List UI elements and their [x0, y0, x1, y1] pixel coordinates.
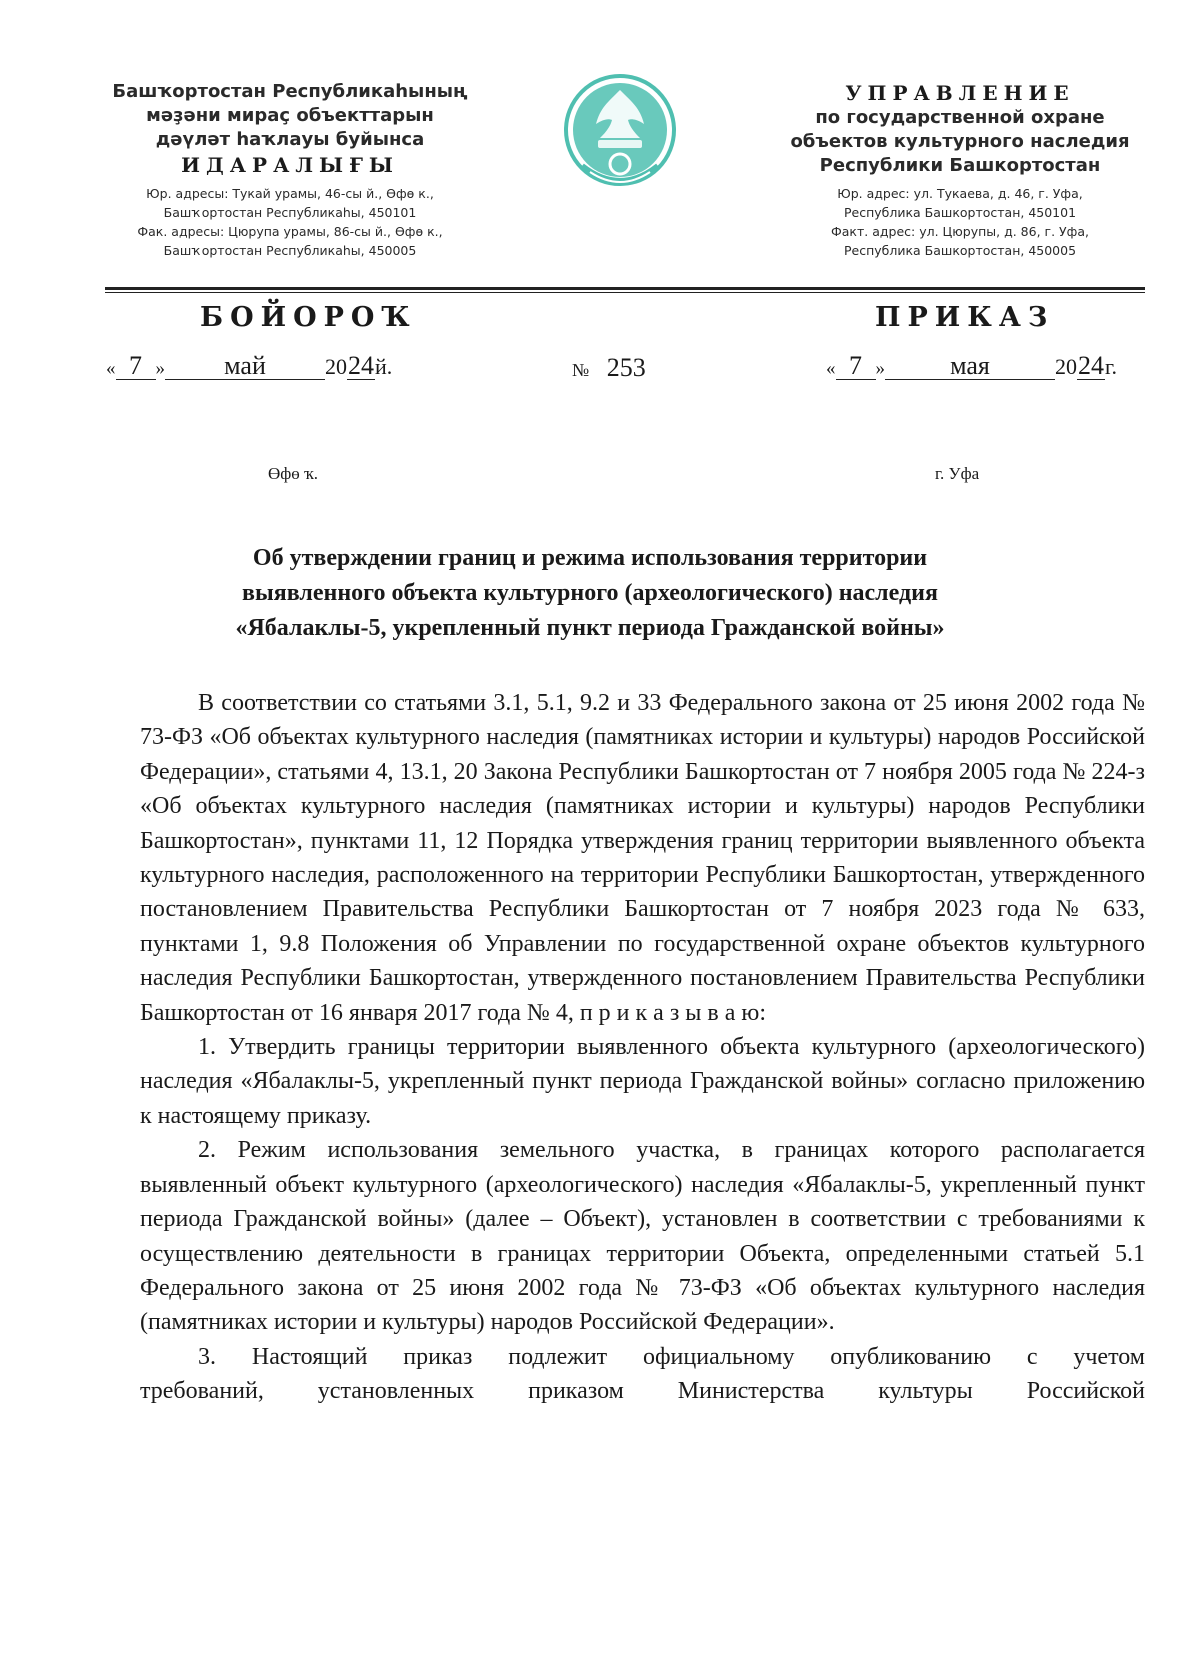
date-year: 24	[348, 351, 374, 380]
emblem-icon	[560, 68, 680, 198]
date-year: 24	[1078, 351, 1104, 380]
city-left: Өфө ҡ.	[268, 464, 319, 483]
number-label: №	[572, 360, 590, 380]
document-title	[130, 541, 1050, 646]
doc-number	[572, 353, 646, 383]
address-line: Республика Башкортостан, 450101	[843, 205, 1077, 220]
date-day: 7	[116, 353, 156, 380]
year-prefix: 20	[1055, 354, 1077, 379]
date-right	[826, 353, 1117, 380]
quote-close: »	[875, 358, 885, 379]
title-line: Об утверждении границ и режима использования территории	[252, 545, 928, 571]
doc-type-left: БОЙОРОҠ	[200, 302, 417, 333]
year-prefix: 20	[325, 354, 347, 379]
title-line: выявленного объекта культурного (археологического) наследия	[242, 580, 938, 606]
address-line: Юр. адресы: Тукай урамы, 46-сы й., Өфө к.,	[146, 186, 434, 201]
header-divider-thin	[105, 292, 1145, 293]
address-line: Республика Башкортостан, 450005	[843, 243, 1077, 258]
year-suffix: й.	[375, 354, 393, 379]
paragraph-preamble: В соответствии со статьями 3.1, 5.1, 9.2 и 33 Федерального закона от 25 июня 2002 года № 73-ФЗ «Об объектах культурного наследия (памятниках истории и культуры) народов Российской Федерации», статьями 4, 13.1, 20 Закона Республики Башкортостан от 7 ноября 2005 года № 224-з «Об объектах культурного наследия (памятниках истории и культуры) народов Республики Башкортостан», пунктами 11, 12 Порядка утверждения границ территории выявленного объекта культурного наследия, расположенного на территории Республики Башкортостан, утвержденного постановлением Правительства Республики Башкортостан от 7 ноября 2023 года № 633, пунктами 1, 9.8 Положения об Управлении по государственной охране объектов культурного наследия Республики Башкортостан, утвержденного постановлением Правительства Республики Башкортостан от 16 января 2017 года № 4, п р и к а з ы в а ю:	[140, 690, 1145, 1026]
header-left-title: ИДАРАЛЫҒЫ	[181, 153, 399, 177]
paragraph-item-2: 2. Режим использования земельного участка, в границах которого располагается выявленный объект культурного (археологического) наследия «Ябалаклы-5, укрепленный пункт периода Гражданской войны» (далее – Объект), установлен в соответствии с требованиями к осуществлению деятельности в границах территории Объекта, определенными статьей 5.1 Федерального закона от 25 июня 2002 года № 73-ФЗ «Об объектах культурного наследия (памятниках истории и культуры) народов Российской Федерации».	[140, 1137, 1145, 1336]
header-divider-thick	[105, 287, 1145, 290]
header-right-line-1: по государственной охране	[815, 107, 1105, 128]
header-left-block	[100, 80, 480, 260]
title-line: «Ябалаклы-5, укрепленный пункт периода Гражданской войны»	[235, 615, 945, 641]
quote-open: «	[106, 358, 116, 379]
header-left-line-3: дәүләт һаҡлауы буйынса	[155, 129, 425, 150]
doc-type-right: ПРИКАЗ	[875, 302, 1055, 333]
address-line: Башҡортостан Республикаһы, 450101	[163, 205, 417, 220]
document-body	[140, 686, 1145, 1409]
quote-open: «	[826, 358, 836, 379]
paragraph-item-3: 3. Настоящий приказ подлежит официальному опубликованию с учетом	[198, 1343, 1145, 1370]
date-left	[106, 353, 392, 380]
address-line: Факт. адрес: ул. Цюрупы, д. 86, г. Уфа,	[831, 224, 1089, 239]
header-right-title: УПРАВЛЕНИЕ	[845, 81, 1075, 105]
date-day: 7	[836, 353, 876, 380]
header-left-line-2: мәҙәни мираҫ объекттарын	[146, 105, 434, 126]
address-line: Башҡортостан Республикаһы, 450005	[163, 243, 417, 258]
address-line: Юр. адрес: ул. Тукаева, д. 46, г. Уфа,	[837, 186, 1083, 201]
city-right: г. Уфа	[935, 464, 980, 483]
header-right-line-2: объектов культурного наследия	[790, 131, 1130, 152]
header-left-line-1: Башҡортостан Республикаһының	[112, 81, 468, 102]
header-right-block	[770, 80, 1150, 260]
header-right-address	[770, 184, 1150, 260]
number-value: 253	[606, 353, 646, 382]
date-month: мая	[885, 353, 1055, 380]
year-suffix: г.	[1105, 354, 1118, 379]
date-month: май	[165, 353, 325, 380]
address-line: Фак. адресы: Цюрупа урамы, 86-сы й., Өфө к.,	[137, 224, 443, 239]
header-left-address	[100, 184, 480, 260]
coat-of-arms-emblem	[560, 68, 680, 198]
paragraph-item-3-continued: требований, установленных приказом Министерства культуры Российской	[140, 1378, 1145, 1405]
quote-close: »	[155, 358, 165, 379]
paragraph-item-1: 1. Утвердить границы территории выявленного объекта культурного (археологического) наследия «Ябалаклы-5, укрепленный пункт периода Гражданской войны» согласно приложению к настоящему приказу.	[140, 1034, 1145, 1129]
header-right-line-3: Республики Башкортостан	[819, 155, 1101, 176]
